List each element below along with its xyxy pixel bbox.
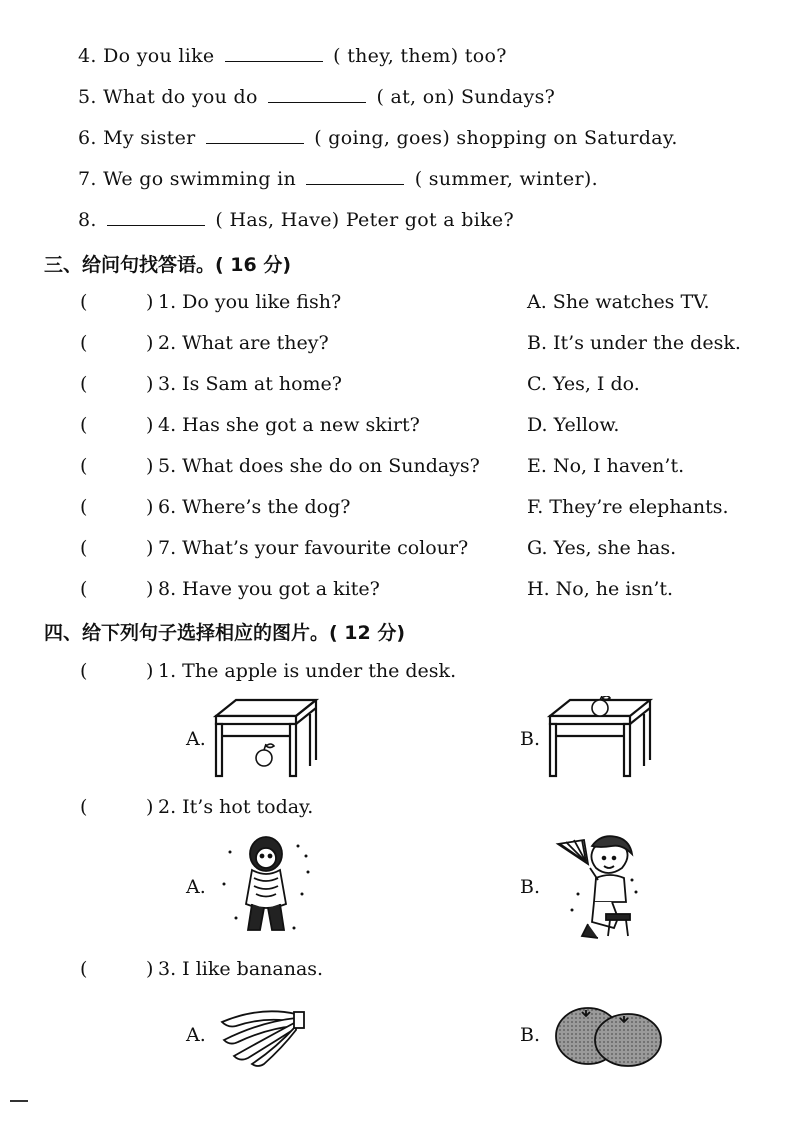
section3-title: 三、给问句找答语。( 16 分) (44, 254, 292, 276)
answer-paren-open[interactable]: ( (80, 958, 88, 980)
match-question-4: 4. Has she got a new skirt? (158, 414, 420, 436)
answer-blank[interactable] (206, 127, 304, 144)
fill-item-4: 4. Do you like ( they, them) too? (78, 45, 507, 67)
answer-paren-open[interactable]: ( (80, 537, 88, 559)
option-a-label[interactable]: A. (186, 876, 206, 898)
match-answer-a: A. She watches TV. (527, 291, 710, 313)
fill-item-7: 7. We go swimming in ( summer, winter). (78, 168, 598, 190)
match-answer-c: C. Yes, I do. (527, 373, 640, 395)
match-answer-h: H. No, he isn’t. (527, 578, 674, 600)
answer-paren-close: ) (146, 496, 154, 518)
match-question-8: 8. Have you got a kite? (158, 578, 380, 600)
match-answer-f: F. They’re elephants. (527, 496, 729, 518)
option-a-label[interactable]: A. (186, 1024, 206, 1046)
answer-blank[interactable] (225, 45, 323, 62)
answer-paren-open[interactable]: ( (80, 660, 88, 682)
option-b-label[interactable]: B. (520, 876, 541, 898)
answer-paren-close: ) (146, 660, 154, 682)
bananas-image[interactable] (216, 1004, 308, 1068)
desk-apple-under-image[interactable] (212, 696, 320, 778)
answer-paren-close: ) (146, 373, 154, 395)
answer-paren-close: ) (146, 455, 154, 477)
match-question-5: 5. What does she do on Sundays? (158, 455, 480, 477)
option-a-label[interactable]: A. (186, 728, 206, 750)
picture-question-3: 3. I like bananas. (158, 958, 324, 980)
answer-paren-close: ) (146, 414, 154, 436)
picture-question-1: 1. The apple is under the desk. (158, 660, 457, 682)
picture-question-2: 2. It’s hot today. (158, 796, 314, 818)
answer-paren-close: ) (146, 796, 154, 818)
desk-apple-on-image[interactable] (546, 696, 654, 778)
answer-blank[interactable] (107, 209, 205, 226)
section4-title: 四、给下列句子选择相应的图片。( 12 分) (44, 622, 406, 644)
fill-item-8: 8. ( Has, Have) Peter got a bike? (78, 209, 514, 231)
answer-blank[interactable] (306, 168, 404, 185)
answer-paren-close: ) (146, 958, 154, 980)
match-question-1: 1. Do you like fish? (158, 291, 342, 313)
hot-boy-with-fan-image[interactable] (548, 834, 640, 942)
match-question-6: 6. Where’s the dog? (158, 496, 351, 518)
page-margin-mark (10, 1100, 28, 1102)
answer-paren-open[interactable]: ( (80, 496, 88, 518)
answer-paren-open[interactable]: ( (80, 332, 88, 354)
match-answer-d: D. Yellow. (527, 414, 620, 436)
answer-paren-open[interactable]: ( (80, 291, 88, 313)
match-answer-e: E. No, I haven’t. (527, 455, 685, 477)
answer-paren-open[interactable]: ( (80, 414, 88, 436)
option-b-label[interactable]: B. (520, 1024, 541, 1046)
answer-paren-open[interactable]: ( (80, 796, 88, 818)
option-b-label[interactable]: B. (520, 728, 541, 750)
match-question-7: 7. What’s your favourite colour? (158, 537, 469, 559)
answer-paren-close: ) (146, 291, 154, 313)
fill-item-6: 6. My sister ( going, goes) shopping on Saturday. (78, 127, 678, 149)
match-answer-g: G. Yes, she has. (527, 537, 677, 559)
answer-paren-open[interactable]: ( (80, 455, 88, 477)
answer-paren-open[interactable]: ( (80, 373, 88, 395)
match-answer-b: B. It’s under the desk. (527, 332, 741, 354)
match-question-3: 3. Is Sam at home? (158, 373, 342, 395)
answer-paren-close: ) (146, 537, 154, 559)
answer-paren-close: ) (146, 332, 154, 354)
fill-item-5: 5. What do you do ( at, on) Sundays? (78, 86, 556, 108)
oranges-image[interactable] (554, 1004, 664, 1068)
match-question-2: 2. What are they? (158, 332, 329, 354)
answer-paren-open[interactable]: ( (80, 578, 88, 600)
cold-person-image[interactable] (216, 832, 316, 942)
answer-paren-close: ) (146, 578, 154, 600)
answer-blank[interactable] (268, 86, 366, 103)
